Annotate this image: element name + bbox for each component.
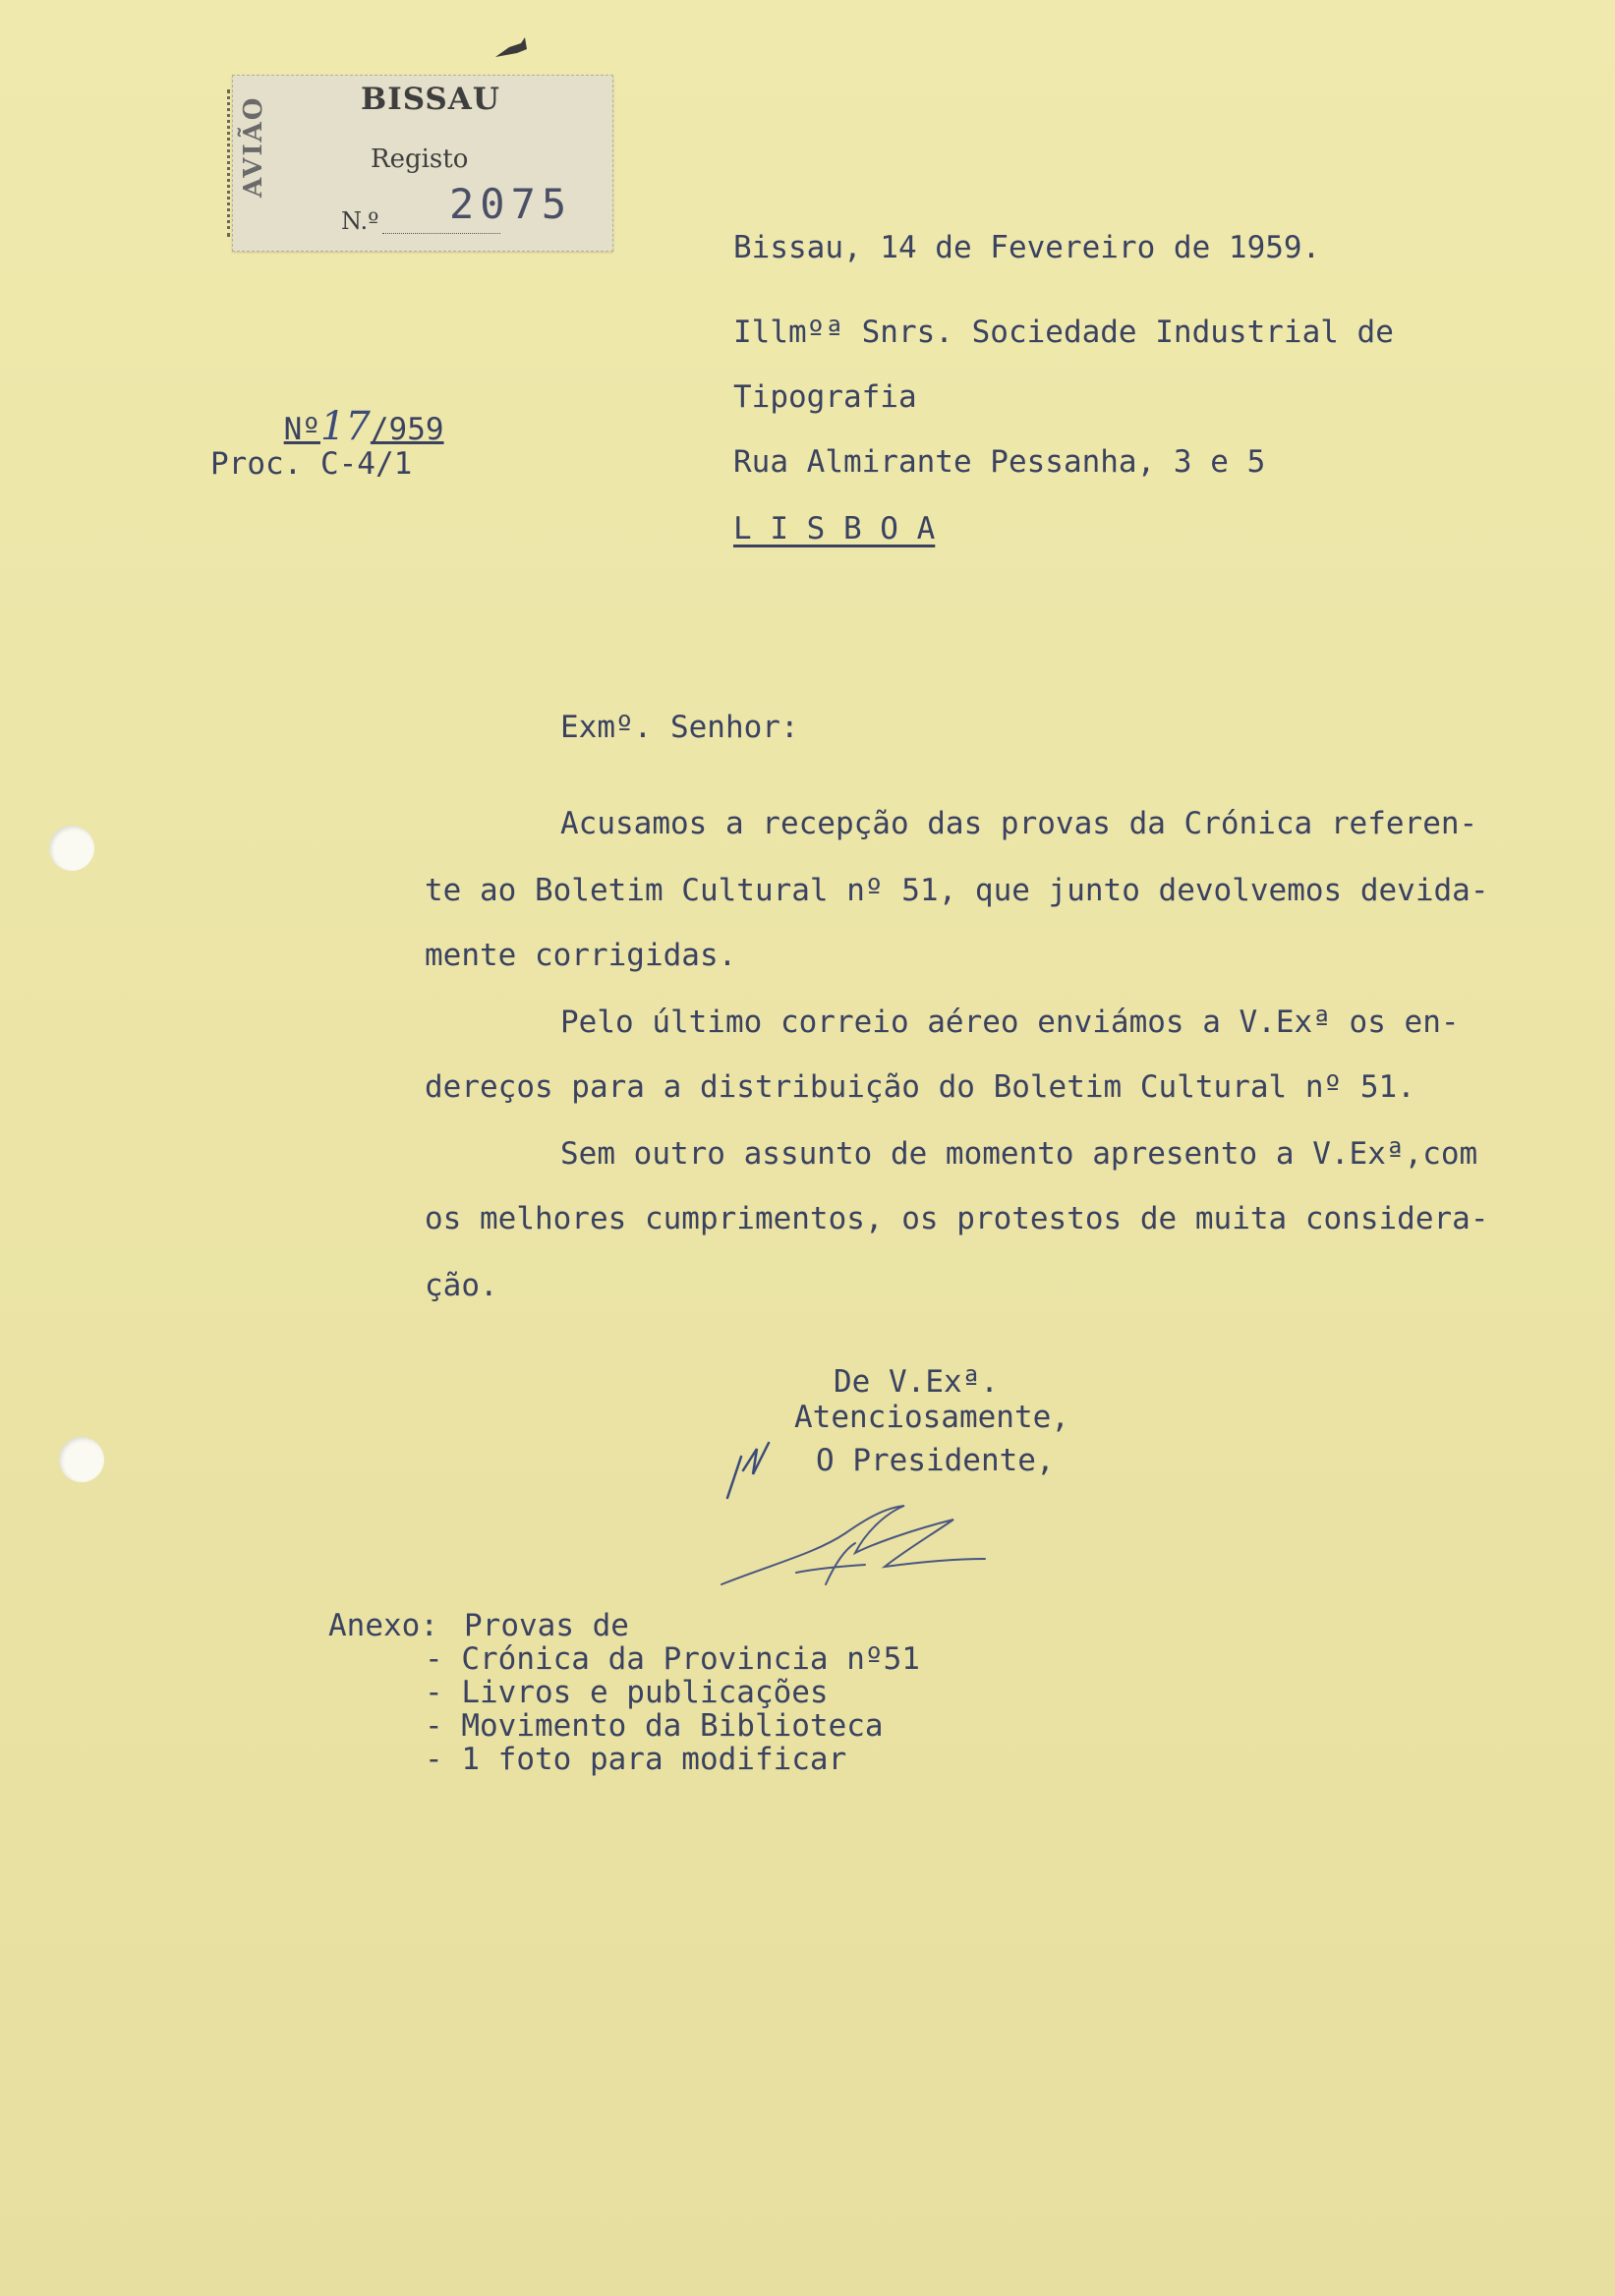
stamp-number-label: N.º: [341, 207, 379, 235]
body-line: mente corrigidas.: [425, 938, 737, 973]
annex-item: - Livros e publicações: [425, 1675, 829, 1710]
body-line: ção.: [425, 1268, 498, 1303]
body-line: dereços para a distribuição do Boletim Cultural nº 51.: [425, 1069, 1415, 1105]
body-line: Acusamos a recepção das provas da Crónica referen-: [560, 806, 1478, 841]
annex-item: - Movimento da Biblioteca: [425, 1708, 884, 1744]
ink-blot: [491, 35, 531, 65]
body-line: Sem outro assunto de momento apresento a V.Exª,com: [560, 1136, 1478, 1172]
stamp-city: BISSAU: [361, 82, 500, 117]
registration-stamp: [232, 75, 613, 252]
body-line: Pelo último correio aéreo enviámos a V.Exª os en-: [560, 1004, 1460, 1040]
closing-line-2: Atenciosamente,: [794, 1400, 1069, 1435]
recipient-line-3: Rua Almirante Pessanha, 3 e 5: [733, 444, 1266, 480]
recipient-city: L I S B O A: [733, 511, 936, 546]
stamp-label: Registo: [371, 144, 469, 174]
closing-line-3: O Presidente,: [816, 1443, 1055, 1478]
annex-item: - Crónica da Provincia nº51: [425, 1641, 920, 1677]
reference-year: /959: [370, 412, 444, 447]
reference-handwritten-number: 17: [319, 404, 371, 449]
annex-label: Anexo:: [328, 1608, 438, 1643]
reference-prefix: Nº: [283, 412, 320, 447]
signature: [718, 1494, 993, 1592]
punch-hole-bottom: [59, 1437, 104, 1482]
recipient-line-2: Tipografia: [733, 379, 917, 415]
punch-hole-top: [49, 826, 94, 871]
closing-line-1: De V.Exª.: [834, 1364, 999, 1400]
salutation: Exmº. Senhor:: [560, 710, 799, 745]
annex-item: - 1 foto para modificar: [425, 1742, 847, 1777]
stamp-number-line: [382, 233, 500, 234]
annex-title: Provas de: [464, 1608, 629, 1643]
recipient-line-1: Illmºª Snrs. Sociedade Industrial de: [733, 315, 1394, 350]
body-line: os melhores cumprimentos, os protestos de muita considera-: [425, 1201, 1489, 1236]
letter-date: Bissau, 14 de Fevereiro de 1959.: [733, 230, 1321, 265]
body-line: te ao Boletim Cultural nº 51, que junto devolvemos devida-: [425, 873, 1489, 908]
process-number: Proc. C-4/1: [210, 446, 413, 482]
stamp-airmail-label: AVIÃO: [239, 95, 268, 198]
stamp-number: 2075: [449, 180, 573, 228]
